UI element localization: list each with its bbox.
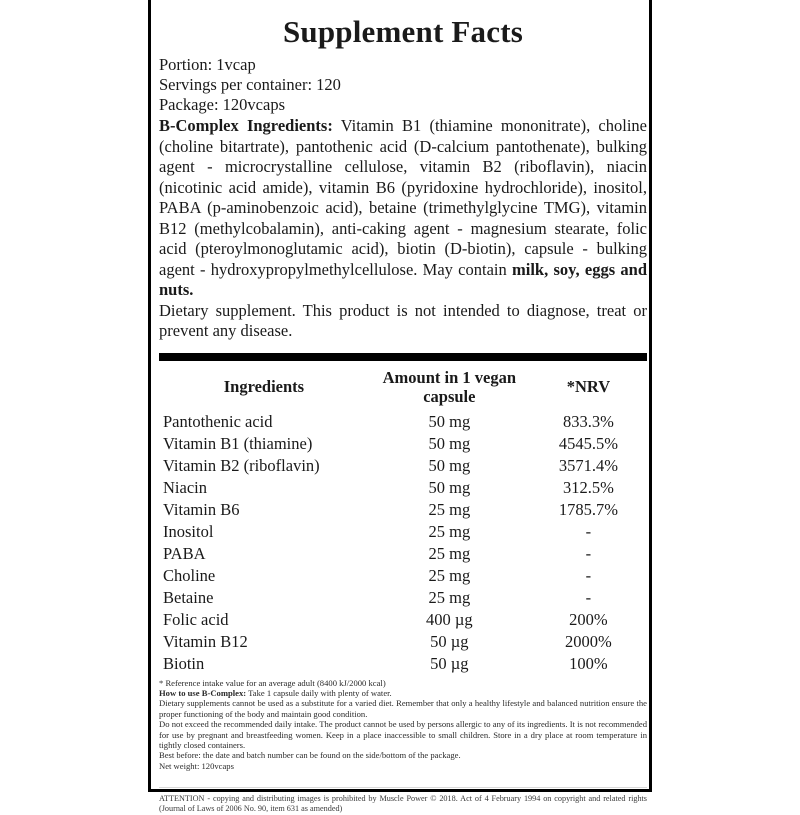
cell-nrv: -	[585, 587, 592, 607]
cell-ingredient: Inositol	[163, 521, 214, 541]
cell-ingredient: Vitamin B12	[163, 631, 248, 651]
cell-amount: 25 mg	[428, 587, 471, 607]
cell-ingredient: Vitamin B2 (riboflavin)	[163, 455, 320, 475]
cell-ingredient: Niacin	[163, 477, 207, 497]
label-content	[159, 7, 647, 815]
table-body	[159, 411, 647, 675]
table-row	[159, 433, 647, 455]
ingredients-paragraph	[159, 116, 647, 301]
cell-nrv: -	[585, 543, 592, 563]
table-row	[159, 411, 647, 433]
table-row	[159, 499, 647, 521]
package-line: Package: 120vcaps	[159, 95, 285, 114]
cell-nrv: 3571.4%	[558, 455, 618, 475]
cell-amount: 25 mg	[428, 565, 471, 585]
allergen-statement: milk, soy, eggs and nuts.	[159, 259, 647, 299]
table-row	[159, 565, 647, 587]
table-row	[159, 521, 647, 543]
dietary-disclaimer: Dietary supplement. This product is not intended to diagnose, treat or prevent any disease.	[159, 300, 647, 340]
cell-amount: 400 µg	[426, 609, 473, 629]
cell-amount: 50 mg	[428, 411, 471, 431]
cell-amount: 50 µg	[430, 631, 469, 651]
cell-nrv: 833.3%	[562, 411, 614, 431]
table-row	[159, 455, 647, 477]
portion-line: Portion: 1vcap	[159, 55, 256, 74]
cell-ingredient: Biotin	[163, 653, 205, 673]
column-header-amount: Amount in 1 vegan capsule	[382, 367, 517, 406]
supplement-facts-table	[159, 365, 647, 675]
cell-nrv: 100%	[569, 653, 608, 673]
table-header	[159, 365, 647, 411]
warnings-note: Do not exceed the recommended daily intake. The product cannot be used by persons allergic to any of its ingredients. It is not recommended for use by pregnant and breastfeeding women. Keep in a place inaccessible to small children. Store in a dry place at room temperature in tightly closed containers.	[159, 719, 647, 750]
servings-per-container-line: Servings per container: 120	[159, 75, 341, 94]
reference-intake-note: * Reference intake value for an average adult (8400 kJ/2000 kcal)	[159, 677, 386, 688]
cell-amount: 25 mg	[428, 543, 471, 563]
how-to-use-line	[159, 688, 647, 698]
how-to-use-text: Take 1 capsule daily with plenty of water.	[246, 687, 392, 698]
table-header-row	[159, 365, 647, 411]
ingredients-body: Vitamin B1 (thiamine mononitrate), choline (choline bitartrate), pantothenic acid (D-calcium pantothenate), bulking agent - microcrystalline cellulose, vitamin B2 (riboflavin), niacin (nicotinic acid amide), vitamin B6 (pyridoxine hydrochloride), inositol, PABA (p-aminobenzoic acid), betaine (trimethylglycine TMG), vitamin B12 (methylcobalamin), anti-caking agent - magnesium stearate, folic acid (pteroylmonoglutamic acid), biotin (D-biotin), capsule - bulking agent - hydroxypropylmethylcellulose. May contain	[159, 116, 647, 279]
best-before-note: Best before: the date and batch number can be found on the side/bottom of the package.	[159, 750, 461, 761]
ingredients-heading: B-Complex Ingredients:	[159, 116, 333, 135]
cell-amount: 25 mg	[428, 499, 471, 519]
cell-amount: 50 µg	[430, 653, 469, 673]
cell-nrv: 1785.7%	[558, 499, 618, 519]
cell-ingredient: Vitamin B6	[163, 499, 240, 519]
cell-nrv: 312.5%	[562, 477, 614, 497]
table-row	[159, 631, 647, 653]
cell-nrv: 2000%	[565, 631, 612, 651]
varied-diet-note: Dietary supplements cannot be used as a substitute for a varied diet. Remember that only a healthy lifestyle and balanced nutrition ensure the proper functioning of the body and maintain good condition.	[159, 698, 647, 719]
cell-amount: 25 mg	[428, 521, 471, 541]
attention-copyright-notice: ATTENTION - copying and distributing images is prohibited by Muscle Power © 2018. Act of 4 February 1994 on copyright and related rights (Journal of Laws of 2006 No. 90, item 631 as amended)	[159, 794, 647, 814]
cell-ingredient: Choline	[163, 565, 216, 585]
table-row	[159, 587, 647, 609]
cell-ingredient: Betaine	[163, 587, 214, 607]
table-row	[159, 609, 647, 631]
cell-ingredient: PABA	[163, 543, 206, 563]
cell-ingredient: Folic acid	[163, 609, 229, 629]
how-to-use-label: How to use B-Complex:	[159, 687, 247, 698]
cell-nrv: -	[585, 521, 592, 541]
column-header-nrv: *NRV	[566, 377, 611, 396]
cell-amount: 50 mg	[428, 477, 471, 497]
cell-ingredient: Vitamin B1 (thiamine)	[163, 433, 313, 453]
fineprint-block	[159, 678, 647, 772]
cell-amount: 50 mg	[428, 455, 471, 475]
cell-nrv: 4545.5%	[558, 433, 618, 453]
page-title: Supplement Facts	[282, 14, 523, 49]
column-header-ingredients: Ingredients	[223, 377, 305, 396]
cell-ingredient: Pantothenic acid	[163, 411, 273, 431]
cell-nrv: -	[585, 565, 592, 585]
supplement-facts-label	[148, 0, 652, 814]
table-row	[159, 543, 647, 565]
cell-amount: 50 mg	[428, 433, 471, 453]
table-row	[159, 653, 647, 675]
table-divider-bar	[159, 353, 647, 361]
cell-nrv: 200%	[569, 609, 608, 629]
table-row	[159, 477, 647, 499]
net-weight-note: Net weight: 120vcaps	[159, 760, 234, 771]
attention-separator	[159, 787, 647, 788]
